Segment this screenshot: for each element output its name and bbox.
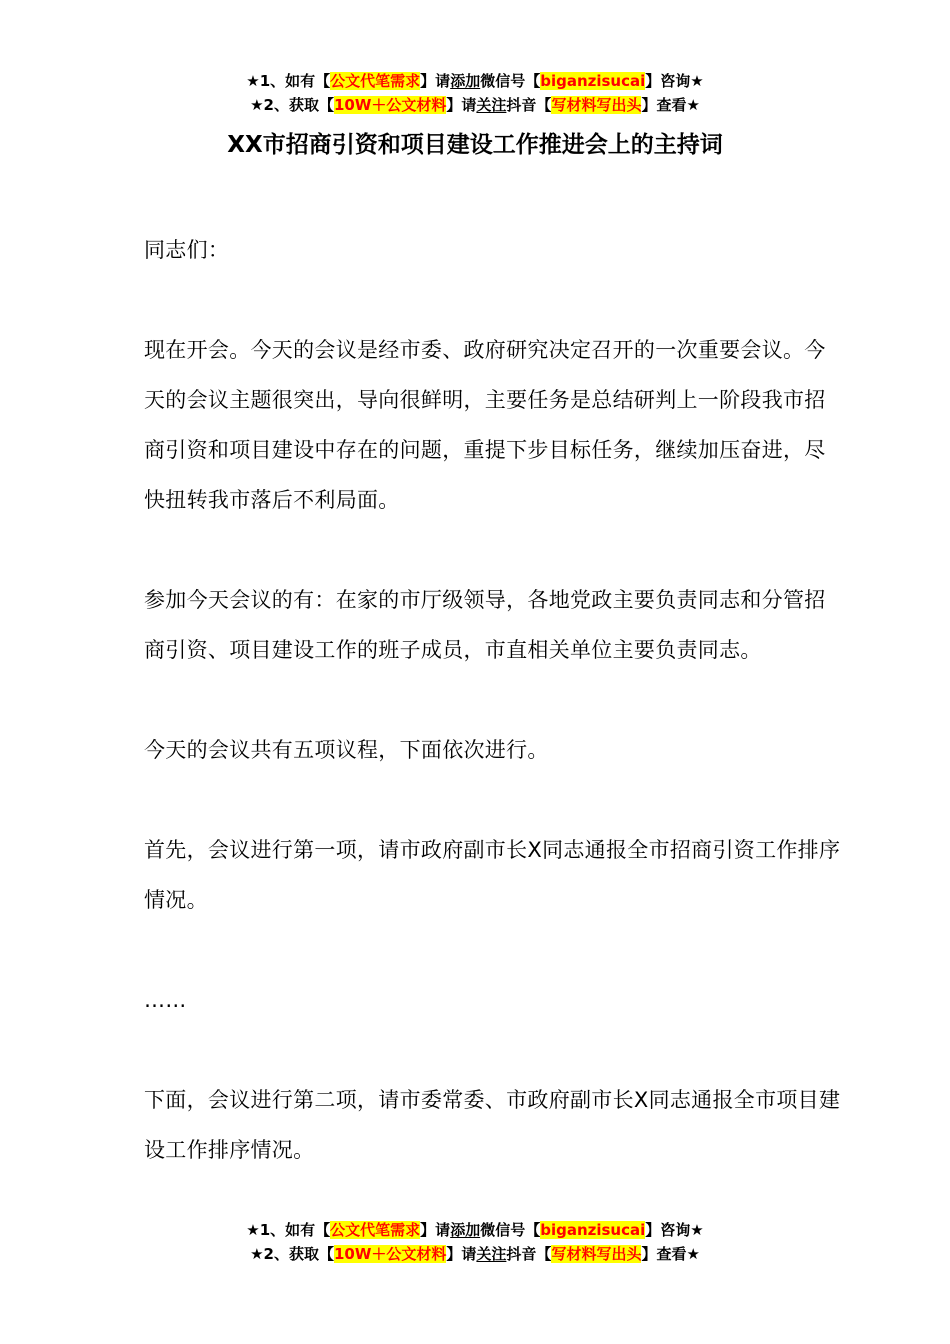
paragraph-opening: 现在开会。今天的会议是经市委、政府研究决定召开的一次重要会议。今天的会议主题很突出，导向很鲜明，主要任务是总结研判上一阶段我市招商引资和项目建设中存在的问题，重提下步目标任务，继续加压奋进，尽快扭转我市落后不利局面。: [144, 338, 826, 512]
banner-line-2-highlight-materials: 10W＋公文材料: [333, 96, 447, 114]
footer-line-1-suffix: 】咨询★: [645, 1221, 704, 1239]
paragraph-agenda: 今天的会议共有五项议程，下面依次进行。: [144, 738, 549, 762]
banner-line-1-highlight-service: 公文代笔需求: [330, 72, 421, 90]
banner-line-1: [0, 69, 950, 93]
footer-line-2-mid2: 抖音【: [506, 1245, 552, 1263]
paragraph-item-two: 下面，会议进行第二项，请市委常委、市政府副市长X同志通报全市项目建设工作排序情况。: [144, 1088, 841, 1162]
footer-line-2-mid: 】请: [446, 1245, 477, 1263]
footer-line-1-highlight-wechat: biganzisucai: [540, 1221, 646, 1239]
footer-banner-line-2: [0, 1242, 950, 1266]
document-body: [144, 225, 844, 1225]
banner-line-1-highlight-wechat: biganzisucai: [540, 72, 646, 90]
footer-line-1-mid2: 微信号【: [480, 1221, 541, 1239]
footer-line-2-prefix: ★2、获取【: [250, 1245, 334, 1263]
banner-line-2-highlight-douyin: 写材料写出头: [551, 96, 642, 114]
footer-line-2-underline: 关注: [476, 1245, 507, 1263]
footer-line-2-highlight-douyin: 写材料写出头: [551, 1245, 642, 1263]
footer-banner-line-1: [0, 1218, 950, 1242]
paragraph-attendees: 参加今天会议的有：在家的市厅级领导，各地党政主要负责同志和分管招商引资、项目建设工作的班子成员，市直相关单位主要负责同志。: [144, 588, 826, 662]
document-title: XX市招商引资和项目建设工作推进会上的主持词: [227, 132, 723, 158]
banner-line-2-suffix: 】查看★: [641, 96, 700, 114]
paragraph-ellipsis: ……: [144, 988, 187, 1012]
footer-line-2-highlight-materials: 10W＋公文材料: [333, 1245, 447, 1263]
banner-line-1-mid2: 微信号【: [480, 72, 541, 90]
footer-line-1-highlight-service: 公文代笔需求: [330, 1221, 421, 1239]
footer-line-1-underline: 添加: [450, 1221, 481, 1239]
banner-line-1-mid: 】请: [420, 72, 451, 90]
footer-line-2-suffix: 】查看★: [641, 1245, 700, 1263]
footer-line-1-prefix: ★1、如有【: [246, 1221, 331, 1239]
paragraph-salutation: 同志们：: [144, 238, 230, 262]
footer-banner: [0, 1218, 950, 1266]
paragraph-item-one: 首先，会议进行第一项，请市政府副市长X同志通报全市招商引资工作排序情况。: [144, 838, 841, 912]
footer-line-1-mid: 】请: [420, 1221, 451, 1239]
banner-line-2-underline: 关注: [476, 96, 507, 114]
header-banner: [0, 69, 950, 117]
banner-line-2-prefix: ★2、获取【: [250, 96, 334, 114]
banner-line-2: [0, 93, 950, 117]
banner-line-2-mid: 】请: [446, 96, 477, 114]
banner-line-1-suffix: 】咨询★: [645, 72, 704, 90]
banner-line-1-underline: 添加: [450, 72, 481, 90]
banner-line-2-mid2: 抖音【: [506, 96, 552, 114]
banner-line-1-prefix: ★1、如有【: [246, 72, 331, 90]
